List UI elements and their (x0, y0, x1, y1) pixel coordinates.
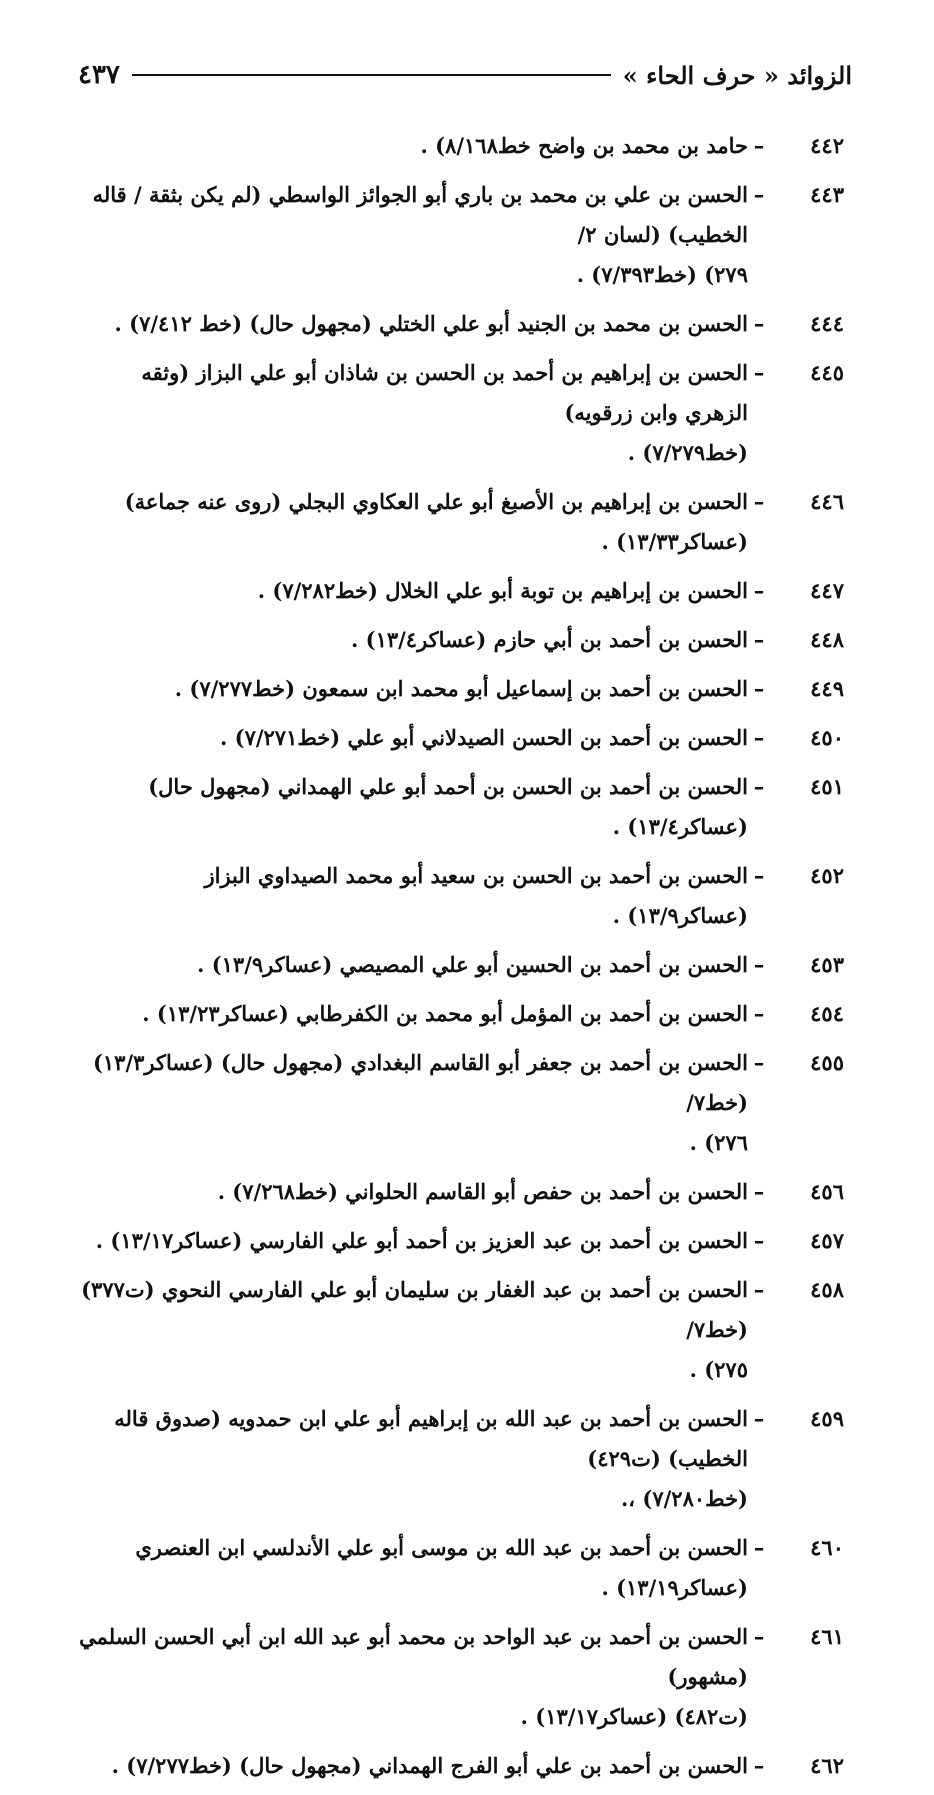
entry-line: الحسن بن إبراهيم بن توبة أبو علي الخلال (خط٧/٢٨٢) . (257, 578, 748, 603)
entry-number: ٤٥٣ (810, 952, 844, 977)
entry-line: (خط٧/٢٧٩) . (627, 440, 748, 465)
list-item (78, 1270, 844, 1390)
entry-number: ٤٥٧ (810, 1228, 844, 1253)
entry-number: ٤٦٠ (810, 1535, 844, 1560)
entry-line: (ت٤٨٢) (عساكر١٣/١٧) . (520, 1704, 748, 1729)
entry-text (78, 1528, 748, 1608)
list-item (78, 1172, 844, 1212)
page-number: ٤٣٧ (78, 60, 120, 90)
entry-number: ٤٤٢ (810, 133, 844, 158)
list-item (78, 175, 844, 295)
list-item (78, 669, 844, 709)
entry-dash: – (753, 1179, 765, 1204)
entry-dash: – (753, 774, 765, 799)
entry-text (78, 856, 748, 936)
entry-dash: – (753, 133, 765, 158)
entry-dash: – (753, 952, 765, 977)
entry-dash: – (753, 676, 765, 701)
entry-number: ٤٥٨ (810, 1277, 844, 1302)
entry-text (78, 1043, 748, 1163)
list-item (78, 620, 844, 660)
entry-text (78, 669, 748, 709)
entry-dash: – (753, 489, 765, 514)
entry-line: الحسن بن أحمد بن الحسن بن سعيد أبو محمد الصيداوي البزاز (عساكر١٣/٩) . (204, 863, 748, 928)
entry-text (78, 482, 748, 562)
entry-number: ٤٥٢ (810, 863, 844, 888)
entry-text (78, 1617, 748, 1737)
entry-line: الحسن بن أحمد بن عبد العزيز بن أحمد أبو علي الفارسي (عساكر١٣/١٧) . (95, 1228, 748, 1253)
list-item (78, 767, 844, 847)
list-item (78, 1043, 844, 1163)
entry-number: ٤٤٧ (810, 578, 844, 603)
entry-dash: – (753, 182, 765, 207)
list-item (78, 945, 844, 985)
entry-dash: – (753, 1277, 765, 1302)
entry-dash: – (753, 1535, 765, 1560)
entry-line: الحسن بن أحمد بن جعفر أبو القاسم البغدادي (مجهول حال) (عساكر١٣/٣) (خط٧/ (92, 1050, 748, 1115)
entry-line: الحسن بن أحمد بن عبد الغفار بن سليمان أبو علي الفارسي النحوي (ت٣٧٧) (خط٧/ (81, 1277, 748, 1342)
entry-number: ٤٥١ (810, 774, 844, 799)
entry-line: الحسن بن أحمد بن الحسن الصيدلاني أبو علي (خط٧/٢٧١) . (220, 725, 748, 750)
entry-dash: – (753, 863, 765, 888)
entry-dash: – (753, 1228, 765, 1253)
entry-line: الحسن بن أحمد بن أبي حازم (عساكر١٣/٤) . (351, 627, 748, 652)
entry-dash: – (753, 1001, 765, 1026)
entry-dash: – (753, 1050, 765, 1075)
entry-line: حامد بن محمد بن واضح خط٨/١٦٨) . (420, 133, 748, 158)
entry-line: (خط٧/٢٨٠) ،. (621, 1486, 748, 1511)
entry-text (78, 304, 748, 344)
entry-line: الحسن بن أحمد بن المؤمل أبو محمد بن الكفرطابي (عساكر١٣/٢٣) . (142, 1001, 748, 1026)
entry-text (78, 175, 748, 295)
entry-number: ٤٤٨ (810, 627, 844, 652)
entry-line: ٢٧٥) . (689, 1357, 748, 1382)
entry-line: الحسن بن إبراهيم بن أحمد بن الحسن بن شاذان أبو علي البزاز (وثقه الزهري وابن زرقويه) (141, 360, 748, 425)
entry-text (78, 620, 748, 660)
entry-text (78, 1746, 748, 1786)
list-item (78, 304, 844, 344)
entry-dash: – (753, 1406, 765, 1431)
entry-text (78, 994, 748, 1034)
entry-dash: – (753, 578, 765, 603)
entry-number: ٤٥٥ (810, 1050, 844, 1075)
entry-number: ٤٦٢ (810, 1753, 844, 1778)
entry-text (78, 1172, 748, 1212)
entry-line: الحسن بن علي بن محمد بن باري أبو الجوائز الواسطي (لم يكن بثقة / قاله الخطيب) (لسان ٢/ (92, 182, 748, 247)
running-header-title: الزوائد « حرف الحاء » (622, 60, 852, 90)
entry-dash: – (753, 311, 765, 336)
entry-line: الحسن بن أحمد بن عبد الواحد بن محمد أبو عبد الله ابن أبي الحسن السلمي (مشهور) (79, 1624, 748, 1689)
entry-line: ٢٧٦) . (689, 1130, 748, 1155)
list-item (78, 718, 844, 758)
entry-line: الحسن بن محمد بن الجنيد أبو علي الختلي (مجهول حال) (خط ٧/٤١٢) . (114, 311, 748, 336)
entry-number: ٤٤٦ (810, 489, 844, 514)
entry-line: الحسن بن أحمد بن الحسن بن أحمد أبو علي الهمداني (مجهول حال) (عساكر١٣/٤) . (148, 774, 748, 839)
entry-number: ٤٤٣ (810, 182, 844, 207)
entry-number: ٤٦١ (810, 1624, 844, 1649)
running-header (78, 52, 852, 98)
entry-dash: – (753, 1624, 765, 1649)
list-item (78, 571, 844, 611)
entry-line: الحسن بن أحمد بن حفص أبو القاسم الحلواني (خط٧/٢٦٨) . (217, 1179, 748, 1204)
entry-number: ٤٥٠ (810, 725, 844, 750)
entry-text (78, 718, 748, 758)
entry-number: ٤٥٦ (810, 1179, 844, 1204)
entry-dash: – (753, 627, 765, 652)
list-item (78, 1399, 844, 1519)
entry-list (78, 126, 844, 1795)
entry-number: ٤٥٩ (810, 1406, 844, 1431)
entry-text (78, 1221, 748, 1261)
entry-line: الحسن بن أحمد بن عبد الله بن موسى أبو علي الأندلسي ابن العنصري (عساكر١٣/١٩) . (135, 1535, 748, 1600)
entry-line: الحسن بن أحمد بن إسماعيل أبو محمد ابن سمعون (خط٧/٢٧٧) . (174, 676, 748, 701)
entry-line: الحسن بن أحمد بن علي أبو الفرج الهمداني (مجهول حال) (خط٧/٢٧٧) . (111, 1753, 748, 1778)
entry-number: ٤٤٥ (810, 360, 844, 385)
entry-dash: – (753, 725, 765, 750)
list-item (78, 353, 844, 473)
entry-number: ٤٤٤ (810, 311, 844, 336)
list-item (78, 482, 844, 562)
entry-line: ٢٧٩) (خط٧/٣٩٣) . (576, 262, 748, 287)
list-item (78, 126, 844, 166)
list-item (78, 1617, 844, 1737)
list-item (78, 1221, 844, 1261)
entry-text (78, 571, 748, 611)
entry-number: ٤٥٤ (810, 1001, 844, 1026)
entry-number: ٤٤٩ (810, 676, 844, 701)
entry-dash: – (753, 1753, 765, 1778)
list-item (78, 856, 844, 936)
header-rule (132, 74, 611, 76)
entry-text (78, 353, 748, 473)
entry-text (78, 1399, 748, 1519)
list-item (78, 994, 844, 1034)
entry-line: الحسن بن أحمد بن الحسين أبو علي المصيصي (عساكر١٣/٩) . (197, 952, 748, 977)
list-item (78, 1746, 844, 1786)
entry-line: الحسن بن إبراهيم بن الأصبغ أبو علي العكاوي البجلي (روى عنه جماعة) (عساكر١٣/٣٣) . (124, 489, 748, 554)
entry-text (78, 1270, 748, 1390)
entry-text (78, 767, 748, 847)
entry-text (78, 945, 748, 985)
entry-line: الحسن بن أحمد بن عبد الله بن إبراهيم أبو علي ابن حمدويه (صدوق قاله الخطيب) (ت٤٢٩) (114, 1406, 748, 1471)
list-item (78, 1528, 844, 1608)
entry-dash: – (753, 360, 765, 385)
entry-text (78, 126, 748, 166)
